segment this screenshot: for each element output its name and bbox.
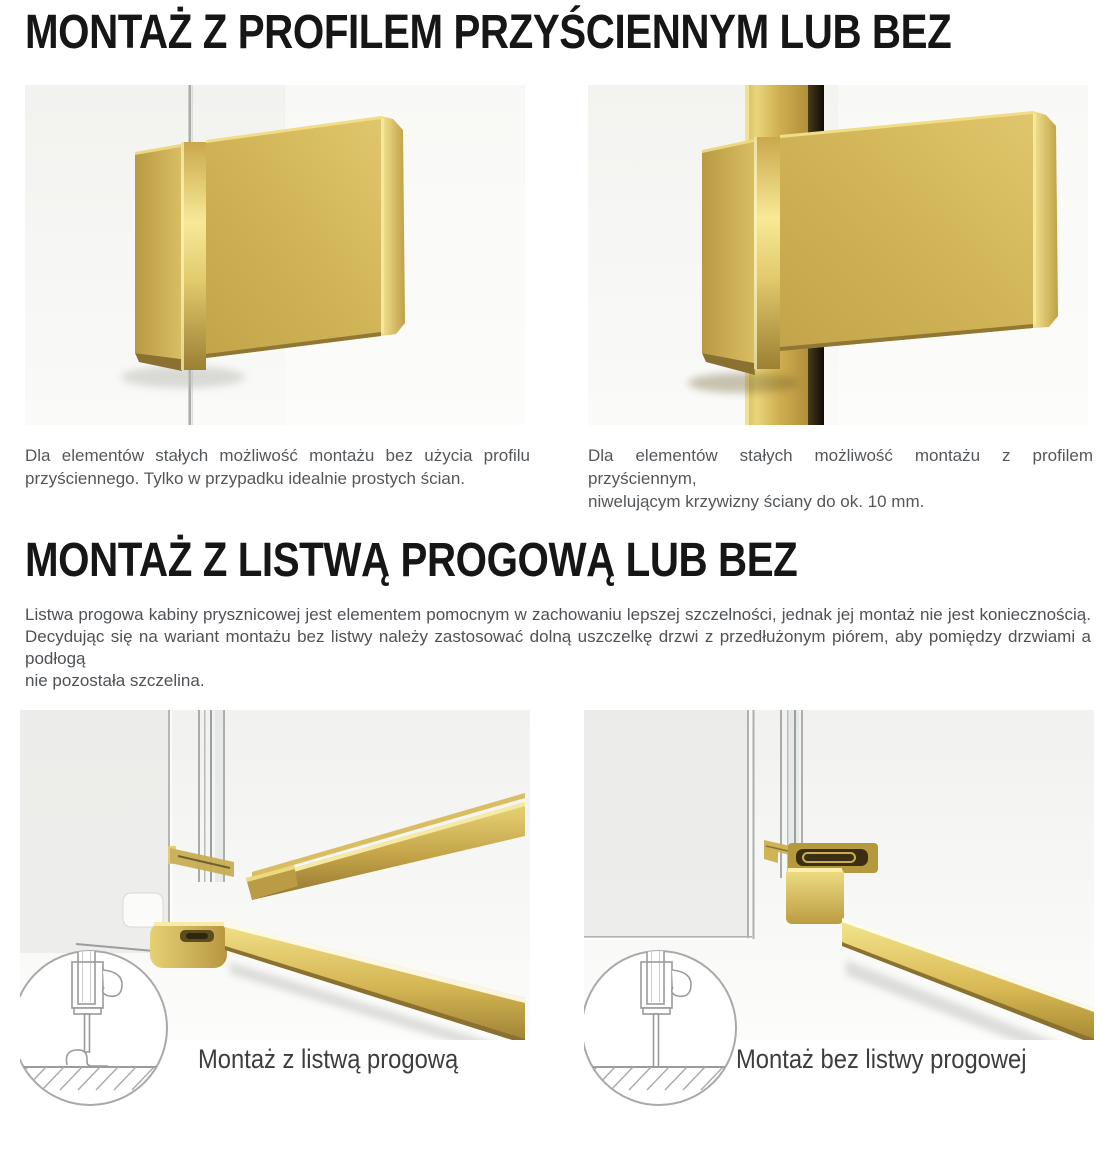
- section2-intro: [25, 604, 1091, 692]
- photo-bracket-with-wall-profile: [588, 85, 1088, 425]
- caption-line: niwelującym krzywizny ściany do ok. 10 mm.: [588, 492, 925, 511]
- intro-line: Decydując się na wariant montażu bez listwy należy zastosować dolną uszczelkę drzwi z przedłużonym piórem, aby pomiędzy drzwiami a podłogą: [25, 627, 1091, 668]
- clamp-shadow: [688, 373, 798, 393]
- section2-title: MONTAŻ Z LISTWĄ PROGOWĄ LUB BEZ: [25, 534, 798, 587]
- corner-hinge: [150, 922, 227, 968]
- caption-line: przyściennego. Tylko w przypadku idealnie prostych ścian.: [25, 469, 466, 488]
- section1-title: MONTAŻ Z PROFILEM PRZYŚCIENNYM LUB BEZ: [25, 6, 952, 59]
- wall-glass-panel: [584, 710, 755, 940]
- figure-without-threshold: [584, 710, 1094, 1174]
- caption-with-profile: [588, 444, 1093, 513]
- seal-block: [123, 893, 163, 927]
- figure-with-threshold: [20, 710, 530, 1174]
- caption-line: Dla elementów stałych możliwość montażu z profilem przyściennym,: [588, 446, 1093, 488]
- intro-line: nie pozostała szczelina.: [25, 671, 205, 690]
- photo-without-threshold-strip: [584, 710, 1094, 1174]
- caption-line: Dla elementów stałych możliwość montażu bez użycia profilu: [25, 446, 530, 465]
- photo-with-threshold-strip: [20, 710, 530, 1174]
- caption-no-profile: [25, 444, 530, 490]
- photo-bracket-without-wall-profile: [25, 85, 525, 425]
- corner-hinge: [786, 868, 844, 924]
- figure-caption-without-threshold: Montaż bez listwy progowej: [736, 1044, 1027, 1074]
- gold-clamp: [135, 116, 405, 371]
- intro-line: Listwa progowa kabiny prysznicowej jest elementem pomocnym w zachowaniu lepszej szczelności, jednak jej montaż nie jest koniecznością.: [25, 605, 1091, 624]
- figure-caption-with-threshold: Montaż z listwą progową: [198, 1044, 459, 1074]
